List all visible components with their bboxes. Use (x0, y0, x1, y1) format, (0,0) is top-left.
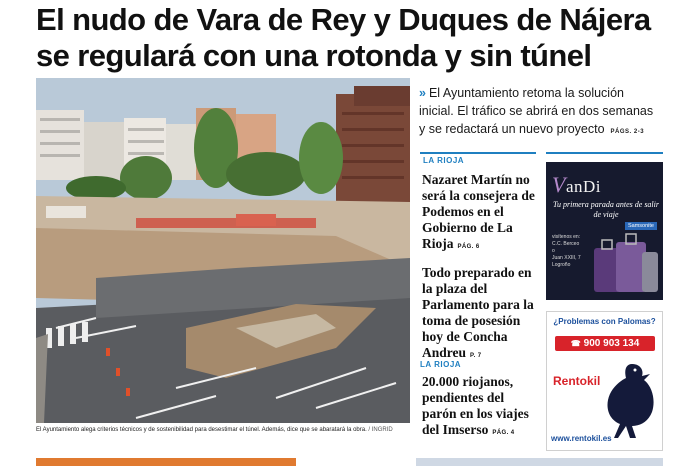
section-rule (546, 152, 663, 154)
main-headline[interactable] (36, 2, 676, 74)
photo-caption (36, 426, 410, 434)
section-label-la-rioja: LA RIOJA (423, 156, 465, 165)
photo-credit: / INGRID (368, 427, 393, 433)
pigeon-icon (602, 360, 660, 440)
vandi-address: visítenos en: C.C. Berceo o Juan XXIII, 7 Logroño (552, 234, 581, 268)
vandi-advertisement[interactable] (546, 162, 663, 300)
vandi-tagline: Tu primera parada antes de salir de viaje (552, 200, 659, 219)
story-page-ref: PÁG. 4 (492, 430, 515, 436)
lead-text: El Ayuntamiento retoma la solución inicial. El tráfico se abrirá en dos semanas y se redactará un nuevo proyecto (419, 86, 654, 136)
suitcase-icon (546, 162, 663, 300)
orange-strip (36, 458, 296, 466)
headline-line-2: se regulará con una rotonda y sin túnel (36, 38, 592, 73)
story-toma-posesion[interactable] (422, 265, 540, 364)
double-chevron-icon: » (419, 86, 426, 100)
rentokil-logo: Rentokil (553, 374, 601, 388)
story-page-ref: PÁG. 6 (457, 244, 480, 250)
next-section-strip (36, 458, 663, 466)
story-nazaret-martin[interactable] (422, 172, 540, 255)
story-imserso[interactable] (422, 374, 540, 441)
story-headline: Nazaret Martín no será la consejera de Podemos en el Gobierno de La Rioja (422, 172, 535, 251)
headline-line-1: El nudo de Vara de Rey y Duques de Nájera (36, 2, 651, 37)
vandi-logo: VanDi (552, 172, 601, 197)
section-label-la-rioja: LA RIOJA (420, 360, 462, 369)
story-headline: Todo preparado en la plaza del Parlamento para la toma de posesión hoy de Concha Andreu (422, 265, 534, 360)
lead-page-ref: PÁGS. 2-3 (610, 129, 645, 135)
rentokil-question: ¿Problemas con Palomas? (553, 317, 656, 326)
section-rule (420, 152, 536, 154)
blue-strip (416, 458, 663, 466)
construction-site-image (36, 78, 410, 423)
samsonite-badge: Samsonite (625, 222, 657, 230)
phone-icon: ☎ (570, 339, 581, 348)
rentokil-advertisement[interactable] (546, 311, 663, 451)
roundabout-photo (36, 78, 410, 423)
story-headline: 20.000 riojanos, pendientes del parón en los viajes del Imserso (422, 374, 529, 437)
lead-paragraph[interactable] (419, 84, 659, 141)
story-page-ref: P. 7 (470, 353, 482, 359)
caption-text: El Ayuntamiento alega criterios técnicos y de sostenibilidad para desestimar el túnel. Además, dice que se abaratará la obra. (36, 427, 367, 433)
rentokil-phone[interactable]: ☎ 900 903 134 (555, 336, 655, 351)
rentokil-website[interactable]: www.rentokil.es (551, 434, 612, 443)
